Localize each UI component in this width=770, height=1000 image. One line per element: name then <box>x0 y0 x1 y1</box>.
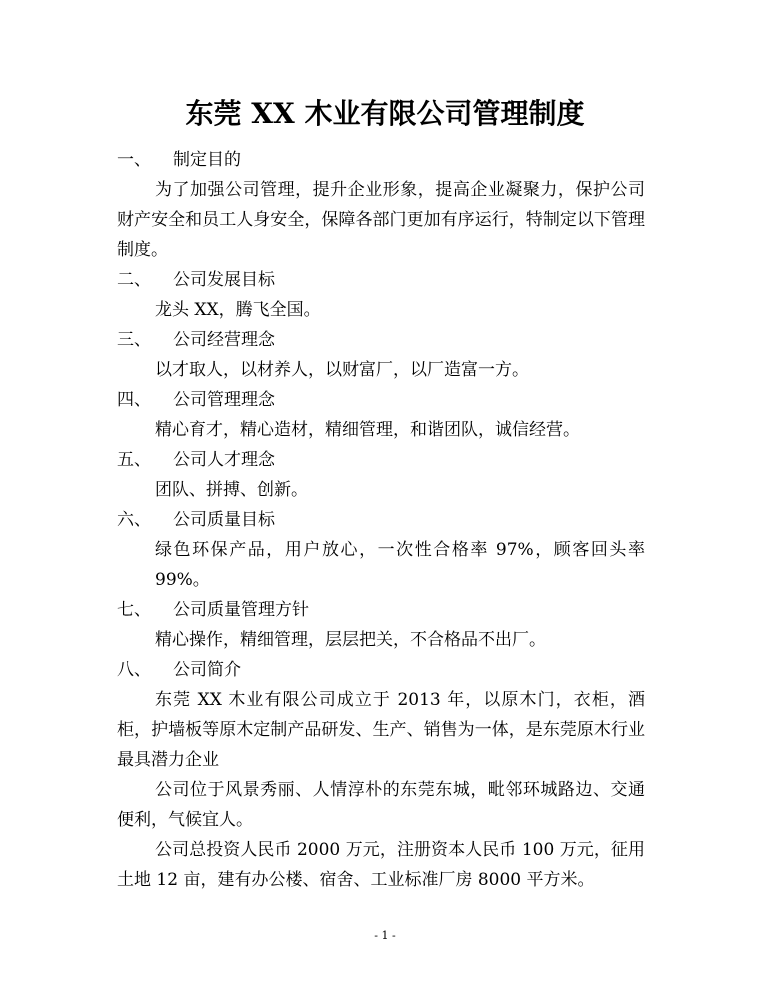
section-paragraph: 团队、拼搏、创新。 <box>155 480 308 500</box>
section-paragraph: 以才取人，以材养人，以财富厂，以厂造富一方。 <box>155 360 529 380</box>
page-number: - 1 - <box>374 929 396 942</box>
section-title: 公司质量管理方针 <box>173 600 309 620</box>
section-title: 公司经营理念 <box>173 330 275 350</box>
section-paragraph: 龙头 XX，腾飞全国。 <box>155 300 321 320</box>
section-number: 七、 <box>117 600 151 620</box>
section-paragraph: 为了加强公司管理，提升企业形象，提高企业凝聚力，保护公司财产安全和员工人身安全，保障各部门更加有序运行，特制定以下管理制度。 <box>117 180 645 260</box>
section-number: 一、 <box>117 150 151 170</box>
section-heading <box>117 505 645 535</box>
section-title: 公司管理理念 <box>173 390 275 410</box>
section-heading <box>117 265 645 295</box>
section-heading <box>117 595 645 625</box>
section-number: 五、 <box>117 450 151 470</box>
document-body <box>117 145 645 895</box>
section-title: 公司简介 <box>173 660 241 680</box>
section-heading <box>117 385 645 415</box>
section-paragraph: 绿色环保产品，用户放心，一次性合格率 97%，顾客回头率 99%。 <box>155 540 645 590</box>
section-heading <box>117 145 645 175</box>
section-paragraph: 精心操作，精细管理，层层把关，不合格品不出厂。 <box>155 630 546 650</box>
section-heading <box>117 445 645 475</box>
section-paragraph: 公司总投资人民币 2000 万元，注册资本人民币 100 万元，征用土地 12 亩，建有办公楼、宿舍、工业标准厂房 8000 平方米。 <box>117 840 645 890</box>
section-number: 四、 <box>117 390 151 410</box>
document-title: 东莞 XX 木业有限公司管理制度 <box>185 97 585 130</box>
section-number: 三、 <box>117 330 151 350</box>
section-heading <box>117 655 645 685</box>
section-heading <box>117 325 645 355</box>
section-title: 制定目的 <box>173 150 241 170</box>
section-paragraph: 公司位于风景秀丽、人情淳朴的东莞东城，毗邻环城路边、交通便利，气候宜人。 <box>117 780 645 830</box>
section-title: 公司人才理念 <box>173 450 275 470</box>
section-paragraph: 精心育才，精心造材，精细管理，和谐团队，诚信经营。 <box>155 420 580 440</box>
section-number: 二、 <box>117 270 151 290</box>
section-number: 八、 <box>117 660 151 680</box>
section-title: 公司发展目标 <box>173 270 275 290</box>
section-paragraph: 东莞 XX 木业有限公司成立于 2013 年，以原木门，衣柜，酒柜，护墙板等原木定制产品研发、生产、销售为一体，是东莞原木行业最具潜力企业 <box>117 690 645 770</box>
section-title: 公司质量目标 <box>173 510 275 530</box>
section-number: 六、 <box>117 510 151 530</box>
